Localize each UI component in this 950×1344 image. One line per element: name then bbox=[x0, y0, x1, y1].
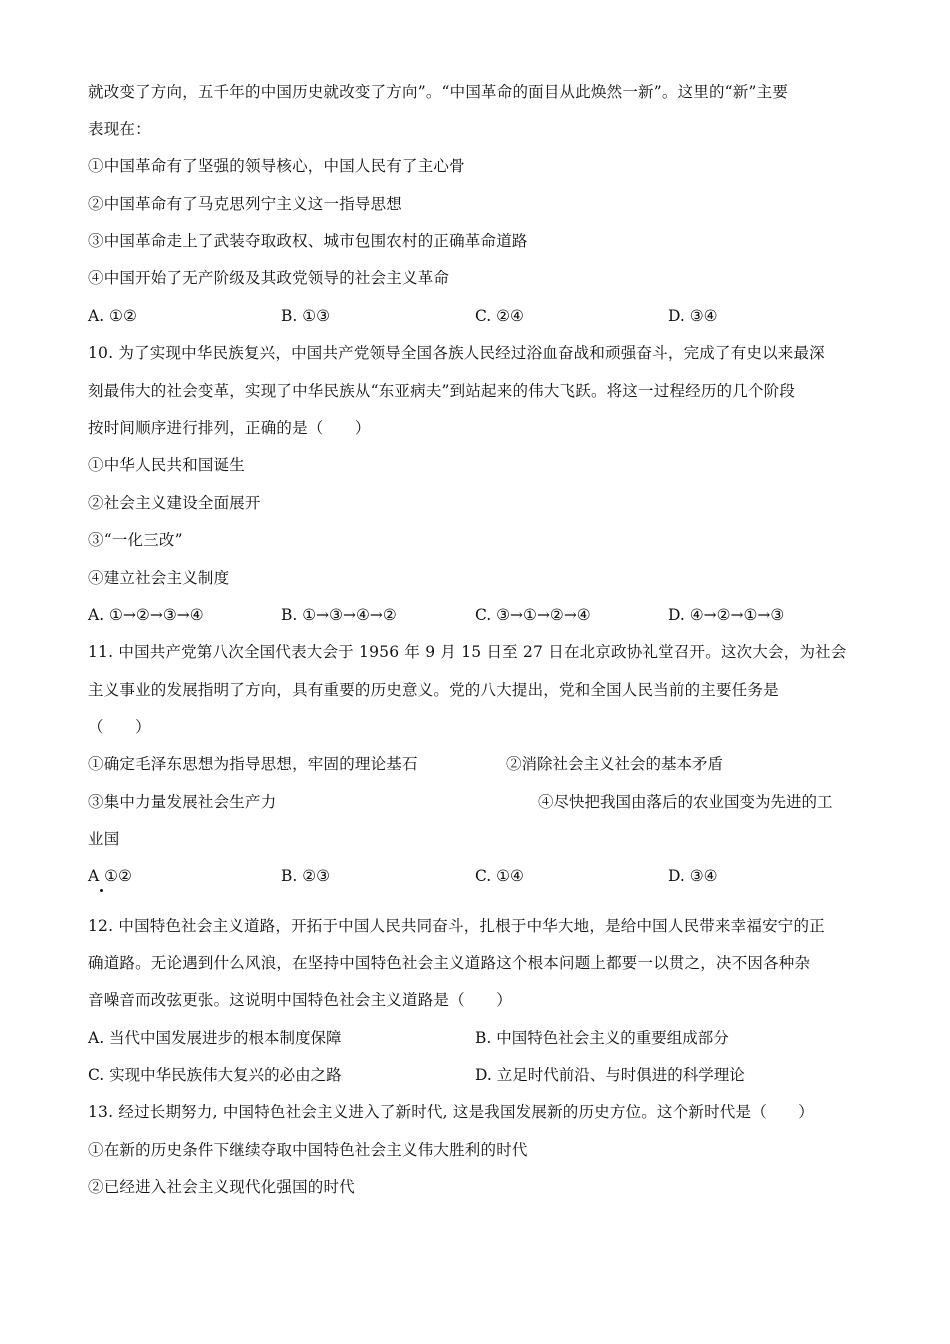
q12-option-c[interactable]: C. 实现中华民族伟大复兴的必由之路 bbox=[88, 1066, 342, 1084]
q9-item-2: ②中国革命有了马克思列宁主义这一指导思想 bbox=[88, 195, 403, 213]
q11-item-2: ②消除社会主义社会的基本矛盾 bbox=[506, 755, 724, 773]
q13-stem-line-1: 13. 经过长期努力, 中国特色社会主义进入了新时代, 这是我国发展新的历史方位。这个新时代是（ ） bbox=[88, 1103, 814, 1121]
q11-item-4-continued: 业国 bbox=[88, 830, 120, 848]
q11-item-1: ①确定毛泽东思想为指导思想，牢固的理论基石 bbox=[88, 755, 418, 773]
q12-stem-line-1: 12. 中国特色社会主义道路，开拓于中国人民共同奋斗，扎根于中华大地，是给中国人民带来幸福安宁的正 bbox=[88, 917, 825, 935]
q11-stem-line-2: 主义事业的发展指明了方向，具有重要的历史意义。党的八大提出，党和全国人民当前的主要任务是 bbox=[88, 681, 779, 699]
q9-option-a[interactable]: A. ①② bbox=[88, 307, 137, 325]
q12-stem-line-2: 确道路。无论遇到什么风浪，在坚持中国特色社会主义道路这个根本问题上都要一以贯之，决不因各种杂 bbox=[88, 954, 811, 972]
q11-stem-line-1: 11. 中国共产党第八次全国代表大会于 1956 年 9 月 15 日至 27 日在北京政协礼堂召开。这次大会，为社会 bbox=[88, 643, 847, 661]
q10-item-1: ①中华人民共和国诞生 bbox=[88, 456, 246, 474]
q10-option-b[interactable]: B. ①→③→④→② bbox=[281, 606, 397, 624]
q12-option-d[interactable]: D. 立足时代前沿、与时俱进的科学理论 bbox=[475, 1066, 745, 1084]
q11-option-a[interactable]: A ①② bbox=[88, 867, 132, 885]
q9-stem-line-1: 就改变了方向，五千年的中国历史就改变了方向”。“中国革命的面目从此焕然一新”。这里的“新”主要 bbox=[88, 83, 789, 101]
q10-option-d[interactable]: D. ④→②→①→③ bbox=[668, 606, 785, 624]
q10-option-a[interactable]: A. ①→②→③→④ bbox=[88, 606, 204, 624]
q10-stem-line-3: 按时间顺序进行排列，正确的是（ ） bbox=[88, 419, 371, 437]
q9-item-1: ①中国革命有了坚强的领导核心，中国人民有了主心骨 bbox=[88, 157, 465, 175]
q10-item-4: ④建立社会主义制度 bbox=[88, 569, 230, 587]
q10-stem-line-1: 10. 为了实现中华民族复兴，中国共产党领导全国各族人民经过浴血奋战和顽强奋斗，完成了有史以来最深 bbox=[88, 344, 825, 362]
q12-stem-line-3: 音噪音而改弦更张。这说明中国特色社会主义道路是（ ） bbox=[88, 991, 512, 1009]
q11-option-d[interactable]: D. ③④ bbox=[668, 867, 718, 885]
q11-option-c[interactable]: C. ①④ bbox=[475, 867, 524, 885]
q10-item-3: ③“一化三改” bbox=[88, 531, 183, 549]
q12-option-b[interactable]: B. 中国特色社会主义的重要组成部分 bbox=[475, 1029, 729, 1047]
q9-item-3: ③中国革命走上了武装夺取政权、城市包围农村的正确革命道路 bbox=[88, 232, 528, 250]
q10-option-c[interactable]: C. ③→①→②→④ bbox=[475, 606, 591, 624]
q10-stem-line-2: 刻最伟大的社会变革，实现了中华民族从“东亚病夫”到站起来的伟大飞跃。将这一过程经历的几个阶段 bbox=[88, 382, 796, 400]
q12-option-a[interactable]: A. 当代中国发展进步的根本制度保障 bbox=[88, 1029, 342, 1047]
q11-item-4: ④尽快把我国由落后的农业国变为先进的工 bbox=[538, 793, 833, 811]
q9-option-c[interactable]: C. ②④ bbox=[475, 307, 524, 325]
q13-item-1: ①在新的历史条件下继续夺取中国特色社会主义伟大胜利的时代 bbox=[88, 1141, 528, 1159]
q11-option-b[interactable]: B. ②③ bbox=[281, 867, 331, 885]
q11-item-3: ③集中力量发展社会生产力 bbox=[88, 793, 277, 811]
q9-item-4: ④中国开始了无产阶级及其政党领导的社会主义革命 bbox=[88, 269, 450, 287]
q13-item-2: ②已经进入社会主义现代化强国的时代 bbox=[88, 1178, 355, 1196]
stray-dot-mark bbox=[100, 889, 103, 892]
q9-stem-line-2: 表现在： bbox=[88, 120, 151, 138]
q10-item-2: ②社会主义建设全面展开 bbox=[88, 494, 261, 512]
q9-option-d[interactable]: D. ③④ bbox=[668, 307, 718, 325]
q11-stem-line-3: （ ） bbox=[88, 718, 151, 736]
q9-option-b[interactable]: B. ①③ bbox=[281, 307, 331, 325]
